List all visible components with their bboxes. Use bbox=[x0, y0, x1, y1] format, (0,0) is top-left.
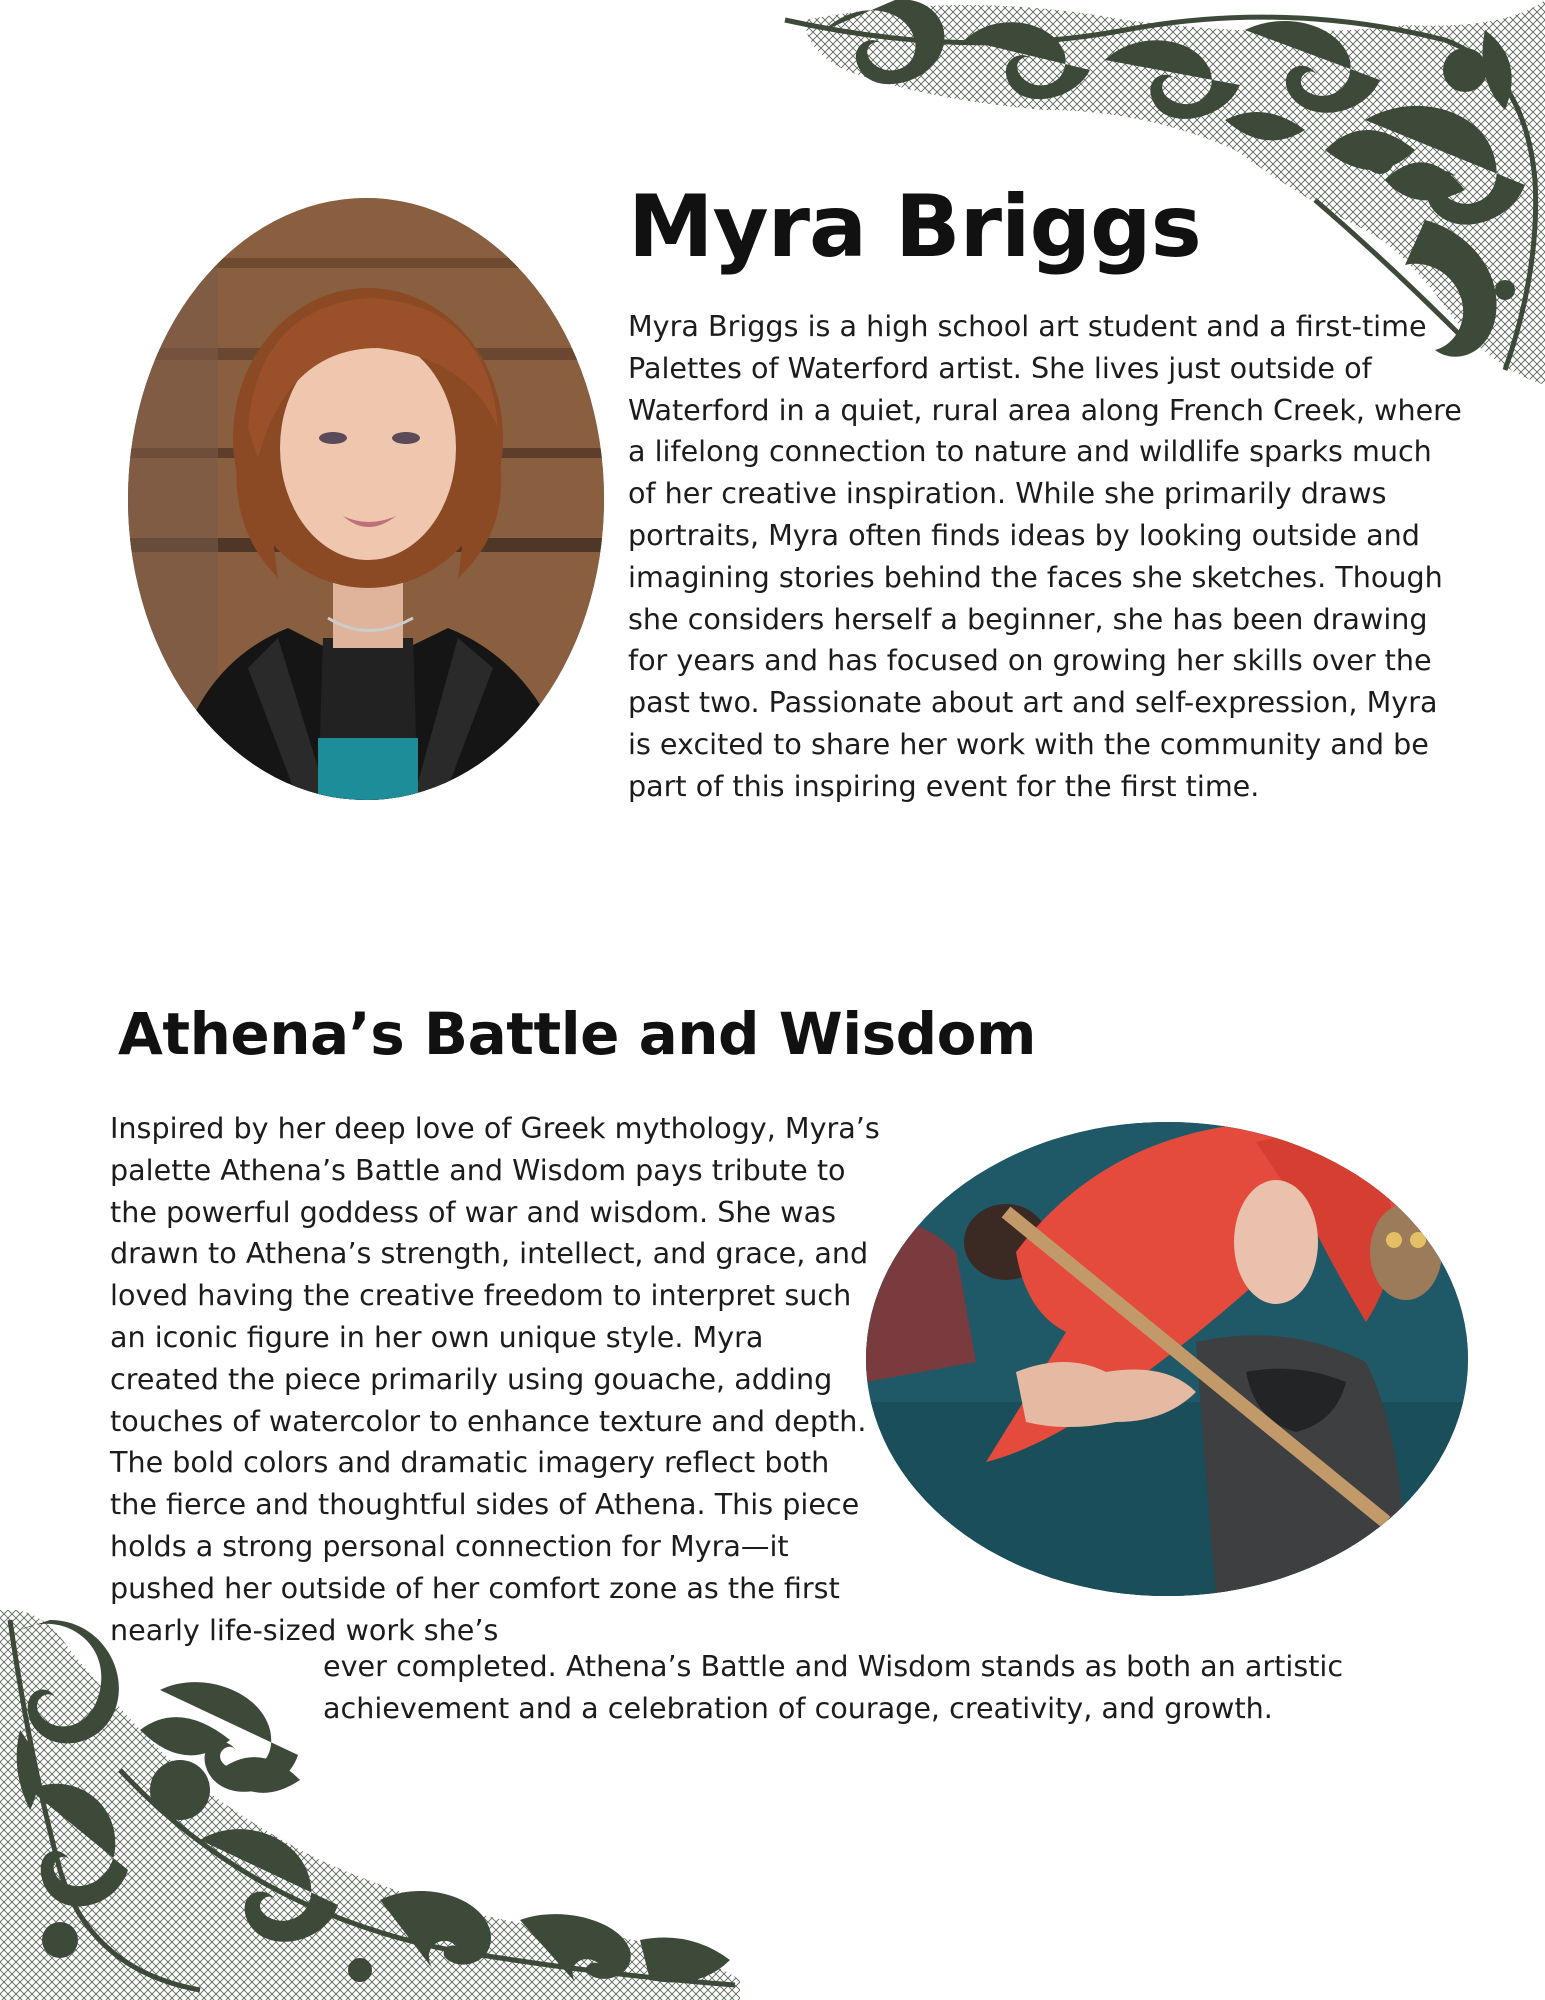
artwork-palette-photo bbox=[866, 1122, 1468, 1596]
artist-portrait-photo bbox=[128, 198, 604, 800]
artwork-title-heading: Athena’s Battle and Wisdom bbox=[118, 1000, 1036, 1068]
artwork-description-paragraph: Inspired by her deep love of Greek mythology, Myra’s palette Athena’s Battle and Wisdom pays tribute to the powerful goddess of war and wisdom. She was drawn to Athena’s strength, intellect, and grace, and loved having the creative freedom to interpret such an iconic figure in her own unique style. Myra created the piece primarily using gouache, adding touches of watercolor to enhance texture and depth. The bold colors and dramatic imagery reflect both the fierce and thoughtful sides of Athena. This piece holds a strong personal connection for Myra—it pushed her outside of her comfort zone as the first nearly life-sized work she’s bbox=[110, 1111, 880, 1647]
artist-bio-paragraph: Myra Briggs is a high school art student and a first-time Palettes of Waterford artist. She lives just outside of Waterford in a quiet, rural area along French Creek, where a lifelong connection to nature and wildlife sparks much of her creative inspiration. While she primarily draws portraits, Myra often finds ideas by looking outside and imagining stories behind the faces she sketches. Though she considers herself a beginner, she has been drawing for years and has focused on growing her skills over the past two. Passionate about art and self-expression, Myra is excited to share her work with the community and be part of this inspiring event for the first time. bbox=[628, 309, 1462, 803]
artist-name-heading: Myra Briggs bbox=[628, 177, 1201, 277]
artwork-description-continued: ever completed. Athena’s Battle and Wisdom stands as both an artistic achievement and a celebration of courage, creativity, and growth. bbox=[323, 1649, 1344, 1725]
